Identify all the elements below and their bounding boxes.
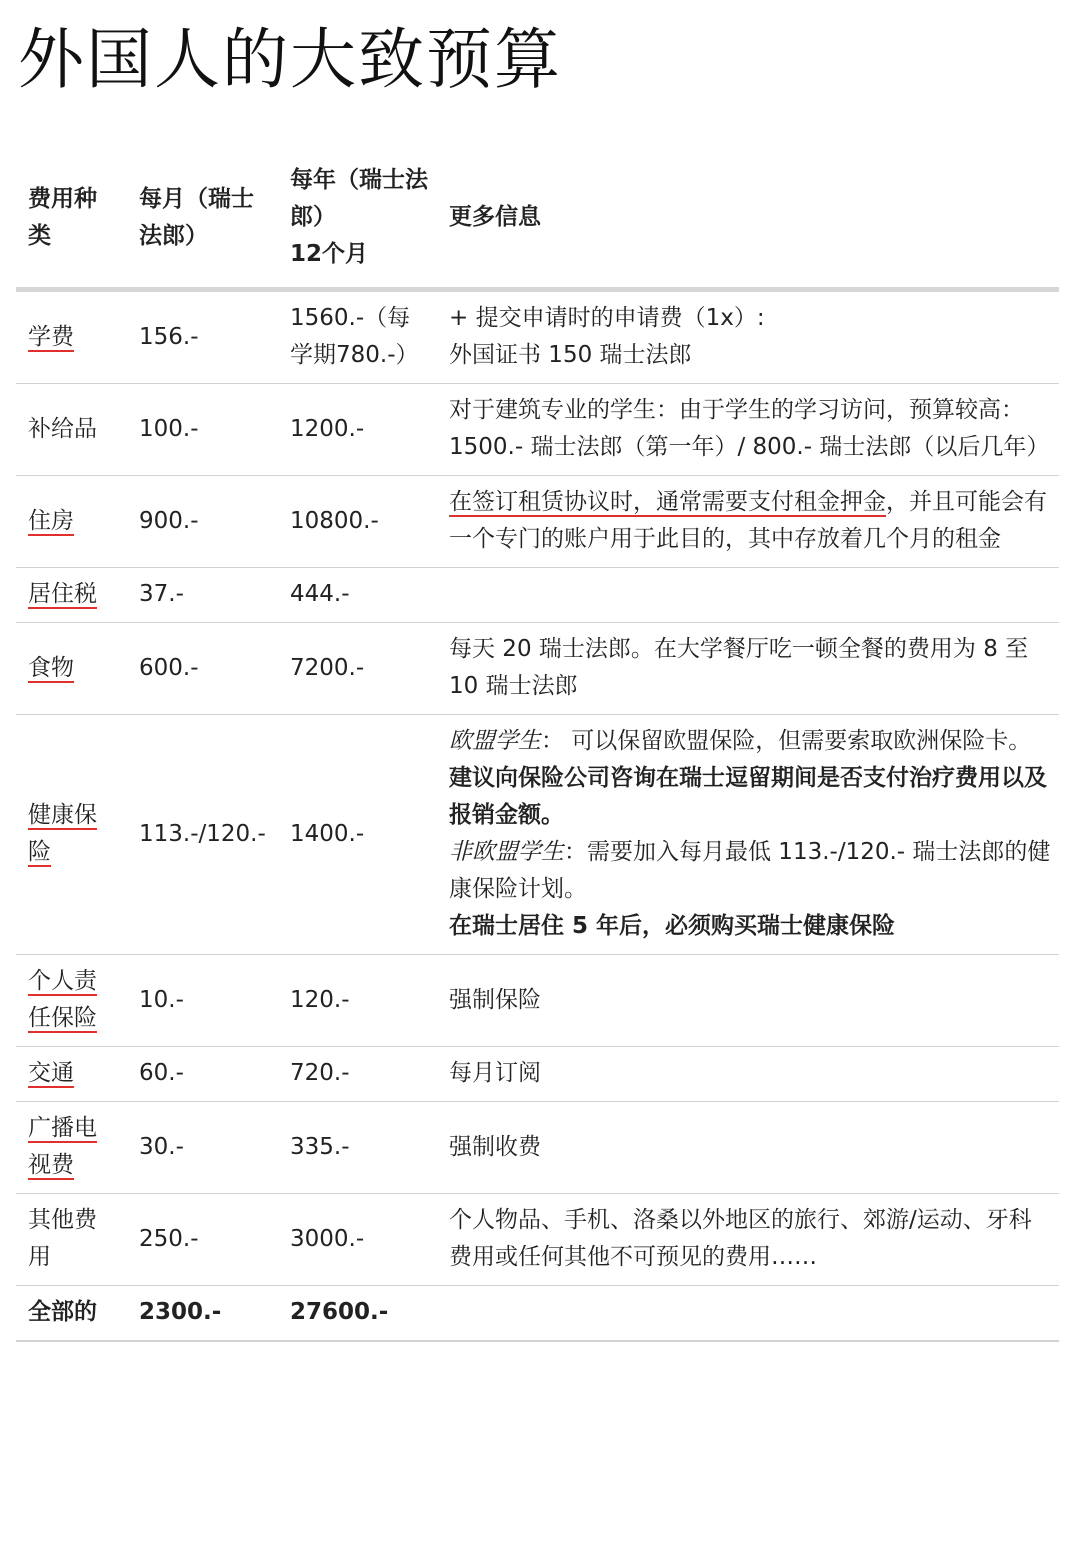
- table-row: [16, 476, 1059, 568]
- category-cell: [16, 1047, 127, 1102]
- category-link-health-insurance[interactable]: 健康保险: [28, 802, 97, 865]
- monthly-cell: 156.-: [127, 290, 278, 384]
- header-category: 费用种类: [16, 160, 127, 290]
- yearly-cell: 120.-: [278, 955, 437, 1047]
- header-yearly: 每年（瑞士法郎） 12个月: [278, 160, 437, 290]
- yearly-cell: 1200.-: [278, 384, 437, 476]
- total-row: [16, 1286, 1059, 1342]
- deposit-link[interactable]: 在签订租赁协议时，通常需要支付租金押金: [449, 489, 886, 515]
- yearly-cell: 720.-: [278, 1047, 437, 1102]
- monthly-cell: 60.-: [127, 1047, 278, 1102]
- category-link-residence-tax[interactable]: 居住税: [28, 581, 97, 607]
- monthly-cell: 100.-: [127, 384, 278, 476]
- header-info: 更多信息: [437, 160, 1059, 290]
- info-cell: 每月订阅: [437, 1047, 1059, 1102]
- yearly-cell: 7200.-: [278, 623, 437, 715]
- table-row: [16, 623, 1059, 715]
- category-cell: [16, 623, 127, 715]
- table-row: [16, 715, 1059, 955]
- info-cell: [437, 568, 1059, 623]
- category-link-liability-insurance[interactable]: 个人责任保险: [28, 968, 97, 1031]
- category-cell: 补给品: [16, 384, 127, 476]
- monthly-cell: 250.-: [127, 1194, 278, 1286]
- category-link-transport[interactable]: 交通: [28, 1060, 74, 1086]
- yearly-cell: 1560.-（每学期780.-）: [278, 290, 437, 384]
- budget-table: [16, 160, 1059, 1342]
- category-cell: [16, 290, 127, 384]
- monthly-cell: 10.-: [127, 955, 278, 1047]
- category-cell: 其他费用: [16, 1194, 127, 1286]
- info-cell: 每天 20 瑞士法郎。在大学餐厅吃一顿全餐的费用为 8 至 10 瑞士法郎: [437, 623, 1059, 715]
- info-cell: 强制收费: [437, 1102, 1059, 1194]
- yearly-cell: 444.-: [278, 568, 437, 623]
- monthly-cell: 113.-/120.-: [127, 715, 278, 955]
- monthly-cell: 900.-: [127, 476, 278, 568]
- category-cell: [16, 1102, 127, 1194]
- category-link-tuition[interactable]: 学费: [28, 323, 74, 350]
- category-cell: [16, 476, 127, 568]
- total-yearly: 27600.-: [278, 1286, 437, 1342]
- info-cell: 对于建筑专业的学生：由于学生的学习访问，预算较高：1500.- 瑞士法郎（第一年）/ 800.- 瑞士法郎（以后几年）: [437, 384, 1059, 476]
- yearly-cell: 1400.-: [278, 715, 437, 955]
- monthly-cell: 600.-: [127, 623, 278, 715]
- yearly-cell: 10800.-: [278, 476, 437, 568]
- total-info: [437, 1286, 1059, 1342]
- yearly-cell: 3000.-: [278, 1194, 437, 1286]
- total-monthly: 2300.-: [127, 1286, 278, 1342]
- table-row: [16, 955, 1059, 1047]
- table-row: [16, 384, 1059, 476]
- category-cell: [16, 715, 127, 955]
- table-header-row: [16, 160, 1059, 290]
- info-cell: 强制保险: [437, 955, 1059, 1047]
- eu-student-label: 欧盟学生: [449, 728, 541, 754]
- category-link-housing[interactable]: 住房: [28, 507, 74, 534]
- category-cell: [16, 568, 127, 623]
- yearly-cell: 335.-: [278, 1102, 437, 1194]
- table-row: [16, 568, 1059, 623]
- category-link-broadcast-fee[interactable]: 广播电视费: [28, 1115, 97, 1178]
- monthly-cell: 30.-: [127, 1102, 278, 1194]
- page-title: 外国人的大致预算: [18, 21, 562, 98]
- table-row: [16, 1194, 1059, 1286]
- header-monthly: 每月（瑞士法郎）: [127, 160, 278, 290]
- info-cell: 欧盟学生： 可以保留欧盟保险，但需要索取欧洲保险卡。建议向保险公司咨询在瑞士逗留期间是否支付治疗费用以及报销金额。 非欧盟学生：需要加入每月最低 113.-/120.- 瑞士法郎的健康保险计划。 在瑞士居住 5 年后，必须购买瑞士健康保险: [437, 715, 1059, 955]
- total-label: 全部的: [16, 1286, 127, 1342]
- category-cell: [16, 955, 127, 1047]
- table-row: [16, 1102, 1059, 1194]
- monthly-cell: 37.-: [127, 568, 278, 623]
- info-cell: 在签订租赁协议时，通常需要支付租金押金，并且可能会有一个专门的账户用于此目的，其中存放着几个月的租金: [437, 476, 1059, 568]
- info-cell: + 提交申请时的申请费（1x）: 外国证书 150 瑞士法郎: [437, 290, 1059, 384]
- info-cell: 个人物品、手机、洛桑以外地区的旅行、郊游/运动、牙科费用或任何其他不可预见的费用……: [437, 1194, 1059, 1286]
- non-eu-student-label: 非欧盟学生: [449, 839, 564, 865]
- category-link-food[interactable]: 食物: [28, 654, 74, 681]
- table-row: [16, 290, 1059, 384]
- table-row: [16, 1047, 1059, 1102]
